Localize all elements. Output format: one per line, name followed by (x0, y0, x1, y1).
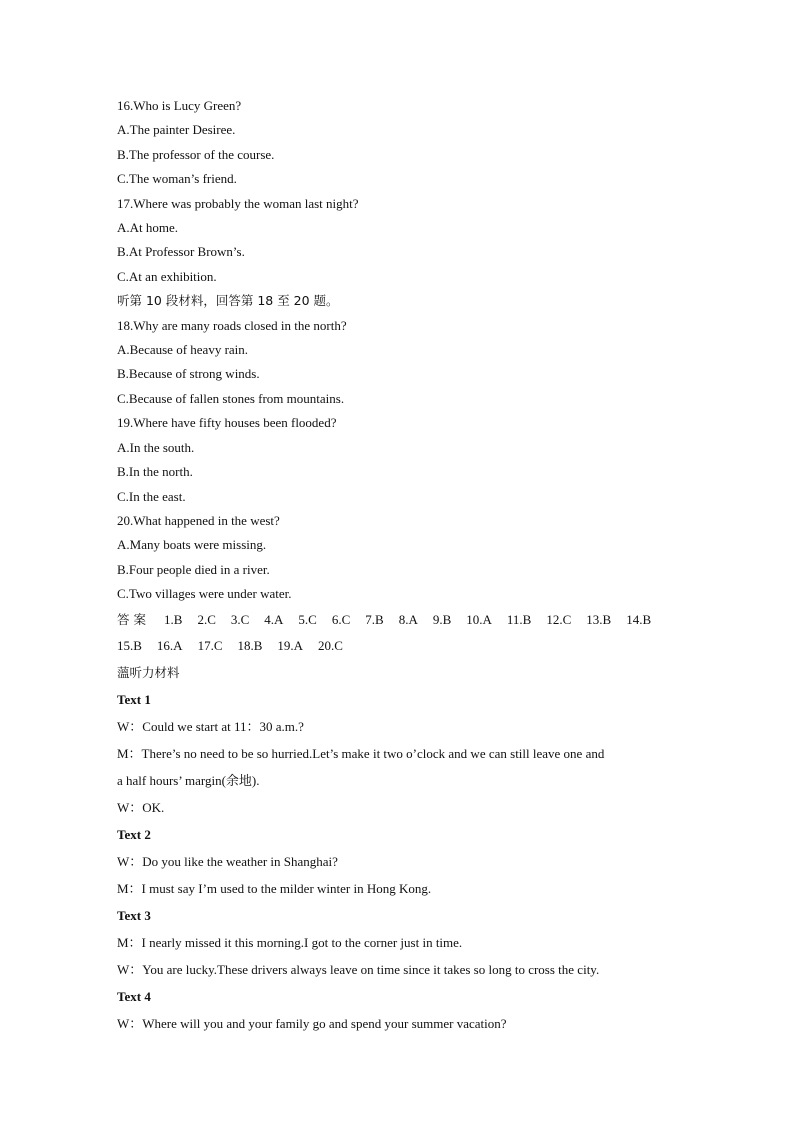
text-1-line-w1: W：Could we start at 11：30 a.m.? (117, 718, 304, 734)
answer-item: 2.C (197, 611, 216, 627)
question-16-option-a: A.The painter Desiree. (117, 122, 236, 138)
answer-item: 16.A (156, 637, 183, 653)
question-20-option-a: A.Many boats were missing. (117, 537, 267, 553)
answer-item: 13.B (586, 611, 612, 627)
question-19-option-a: A.In the south. (117, 439, 195, 455)
question-18-option-a: A.Because of heavy rain. (117, 342, 249, 358)
question-16-option-b: B.The professor of the course. (117, 146, 275, 162)
text-2-title: Text 2 (117, 826, 151, 842)
question-16-option-c: C.The woman’s friend. (117, 171, 237, 187)
question-20-option-c: C.Two villages were under water. (117, 586, 292, 602)
question-19-option-c: C.In the east. (117, 488, 186, 504)
text-3-title: Text 3 (117, 907, 151, 923)
question-20-stem: 20.What happened in the west? (117, 512, 280, 528)
section-10-instruction: 听第 10 段材料，回答第 18 至 20 题。 (117, 293, 339, 309)
text-3-line-m1: M：I nearly missed it this morning.I got to the corner just in time. (117, 934, 463, 950)
text-1-line-m1b: a half hours’ margin(余地). (117, 772, 260, 788)
question-19-stem: 19.Where have fifty houses been flooded? (117, 415, 337, 431)
answer-item: 14.B (626, 611, 652, 627)
answer-item: 9.B (432, 611, 452, 627)
question-17-stem: 17.Where was probably the woman last night? (117, 195, 359, 211)
text-1-line-m1a: M：There’s no need to be so hurried.Let’s make it two o’clock and we can still leave one and (117, 745, 605, 761)
text-1-title: Text 1 (117, 691, 151, 707)
page-content (117, 94, 687, 1037)
answer-item: 17.C (197, 637, 223, 653)
answer-key-row-1 (117, 607, 687, 633)
question-17-option-a: A.At home. (117, 220, 179, 236)
answer-item: 19.A (277, 637, 304, 653)
question-19-option-b: B.In the north. (117, 464, 193, 480)
answer-item: 1.B (164, 611, 183, 627)
question-20-option-b: B.Four people died in a river. (117, 561, 270, 577)
answer-item: 18.B (237, 637, 263, 653)
answer-key-label: 答案 (117, 611, 151, 627)
text-4-line-w1: W：Where will you and your family go and spend your summer vacation? (117, 1015, 507, 1031)
answer-item: 11.B (506, 611, 532, 627)
question-18-option-b: B.Because of strong winds. (117, 366, 260, 382)
answer-item: 12.C (546, 611, 572, 627)
text-3-line-w1: W：You are lucky.These drivers always leave on time since it takes so long to cross the city. (117, 961, 600, 977)
answer-key-row-2 (117, 633, 687, 659)
answer-item: 15.B (117, 637, 142, 653)
answer-item: 4.A (264, 611, 284, 627)
answer-item: 10.A (466, 611, 492, 627)
answer-item: 6.C (331, 611, 351, 627)
answer-item: 8.A (398, 611, 418, 627)
transcript-heading: 薀听力材料 (117, 664, 180, 680)
answer-item: 7.B (365, 611, 384, 627)
text-4-title: Text 4 (117, 988, 151, 1004)
answer-item: 5.C (298, 611, 317, 627)
text-1-line-w2: W：OK. (117, 799, 165, 815)
question-18-option-c: C.Because of fallen stones from mountains. (117, 390, 345, 406)
answer-item: 3.C (230, 611, 250, 627)
answer-item: 20.C (318, 637, 343, 653)
question-17-option-b: B.At Professor Brown’s. (117, 244, 245, 260)
question-18-stem: 18.Why are many roads closed in the north? (117, 317, 347, 333)
text-2-line-w1: W：Do you like the weather in Shanghai? (117, 853, 338, 869)
question-16-stem: 16.Who is Lucy Green? (117, 98, 242, 113)
text-2-line-m1: M：I must say I’m used to the milder winter in Hong Kong. (117, 880, 432, 896)
question-17-option-c: C.At an exhibition. (117, 268, 217, 284)
